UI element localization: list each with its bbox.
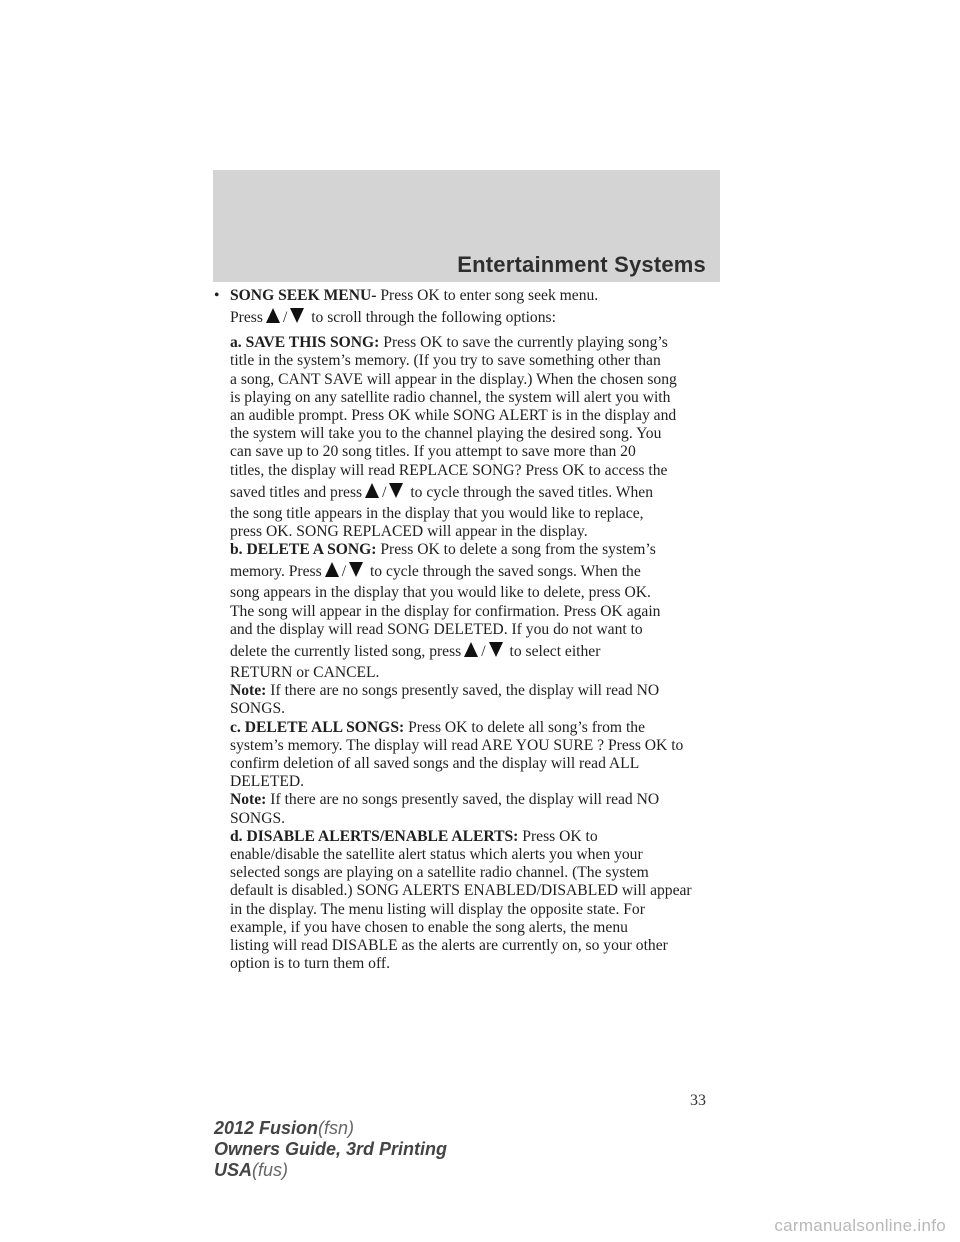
paragraph-line: and the display will read SONG DELETED. If you do not want to: [230, 620, 643, 638]
down-arrow-icon: [290, 308, 304, 323]
section-header-band: [213, 170, 720, 282]
paragraph-line: confirm deletion of all saved songs and the display will read ALL: [230, 755, 640, 773]
note-label: Note:: [230, 791, 267, 809]
paragraph-line: listing will read DISABLE as the alerts are currently on, so your other: [230, 937, 668, 955]
bullet-marker: •: [214, 287, 220, 304]
song-seek-text: Press OK to enter song seek menu.: [380, 287, 599, 304]
delete-all-heading-line: c. DELETE ALL SONGS: Press OK to delete all song’s from the: [230, 718, 645, 736]
up-down-arrows: /: [464, 639, 502, 664]
section-title: Entertainment Systems: [457, 252, 706, 277]
note-line: Note: If there are no songs presently saved, the display will read NO: [230, 791, 660, 809]
delete-all-label: c. DELETE ALL SONGS:: [230, 718, 405, 736]
document-footer: [214, 1118, 447, 1181]
save-song-label: a. SAVE THIS SONG:: [230, 334, 380, 352]
down-arrow-icon: [389, 483, 403, 498]
up-down-arrows: /: [365, 480, 403, 505]
song-seek-menu-item: [230, 287, 724, 974]
paragraph-line: titles, the display will read REPLACE SONG? Press OK to access the: [230, 461, 668, 479]
footer-line-1: 2012 Fusion(fsn): [214, 1118, 355, 1138]
up-down-arrows: /: [325, 559, 363, 584]
watermark-link[interactable]: carmanualsonline.info: [774, 1216, 946, 1235]
note-line: Note: If there are no songs presently saved, the display will read NO: [230, 682, 660, 700]
paragraph-line: is playing on any satellite radio channel, the system will alert you with: [230, 388, 671, 406]
delete-song-heading-line: b. DELETE A SONG: Press OK to delete a song from the system’s: [230, 541, 656, 559]
footer-line-3: USA(fus): [214, 1160, 289, 1180]
down-arrow-icon: [349, 562, 363, 577]
up-arrow-icon: [464, 642, 478, 657]
delete-song-arrow-line: memory. Press / to cycle through the saved songs. When the: [230, 559, 724, 584]
paragraph-line: can save up to 20 song titles. If you attempt to save more than 20: [230, 443, 636, 461]
paragraph-line: default is disabled.) SONG ALERTS ENABLED/DISABLED will appear: [230, 882, 692, 900]
paragraph-line: SONGS.: [230, 809, 286, 827]
page-content: [214, 287, 724, 974]
song-seek-label: SONG SEEK MENU-: [230, 287, 377, 304]
paragraph-line: enable/disable the satellite alert status which alerts you when your: [230, 846, 643, 864]
up-arrow-icon: [325, 562, 339, 577]
paragraph-line: in the display. The menu listing will display the opposite state. For: [230, 900, 645, 918]
paragraph-line: option is to turn them off.: [230, 955, 390, 973]
save-song-heading-line: a. SAVE THIS SONG: Press OK to save the currently playing song’s: [230, 334, 668, 352]
save-song-arrow-line: saved titles and press / to cycle through the saved titles. When: [230, 480, 724, 505]
paragraph-line: DELETED.: [230, 773, 305, 791]
paragraph-line: song appears in the display that you would like to delete, press OK.: [230, 584, 651, 602]
paragraph-line: selected songs are playing on a satellite radio channel. (The system: [230, 864, 649, 882]
song-seek-heading-line: [230, 287, 724, 305]
paragraph-line: press OK. SONG REPLACED will appear in the display.: [230, 523, 588, 541]
note-label: Note:: [230, 682, 267, 700]
delete-song-arrow-line-2: delete the currently listed song, press / to select either: [230, 639, 724, 664]
song-seek-press-line: Press / to scroll through the following options:: [230, 305, 724, 330]
up-arrow-icon: [365, 483, 379, 498]
up-down-arrows: /: [266, 305, 304, 330]
down-arrow-icon: [489, 642, 503, 657]
paragraph-line: RETURN or CANCEL.: [230, 664, 380, 682]
paragraph-line: SONGS.: [230, 700, 286, 718]
paragraph-line: the system will take you to the channel playing the desired song. You: [230, 425, 662, 443]
up-arrow-icon: [266, 308, 280, 323]
paragraph-line: example, if you have chosen to enable the song alerts, the menu: [230, 918, 628, 936]
delete-song-label: b. DELETE A SONG:: [230, 541, 377, 559]
paragraph-line: system’s memory. The display will read ARE YOU SURE ? Press OK to: [230, 736, 684, 754]
paragraph-line: title in the system’s memory. (If you try to save something other than: [230, 352, 661, 370]
alerts-label: d. DISABLE ALERTS/ENABLE ALERTS:: [230, 827, 519, 845]
paragraph-line: an audible prompt. Press OK while SONG ALERT is in the display and: [230, 407, 677, 425]
paragraph-line: The song will appear in the display for confirmation. Press OK again: [230, 602, 661, 620]
alerts-heading-line: d. DISABLE ALERTS/ENABLE ALERTS: Press OK to: [230, 827, 598, 845]
paragraph-line: a song, CANT SAVE will appear in the display.) When the chosen song: [230, 370, 677, 388]
page-number: 33: [690, 1092, 706, 1109]
footer-line-2: Owners Guide, 3rd Printing: [214, 1139, 448, 1159]
paragraph-line: the song title appears in the display that you would like to replace,: [230, 504, 644, 522]
